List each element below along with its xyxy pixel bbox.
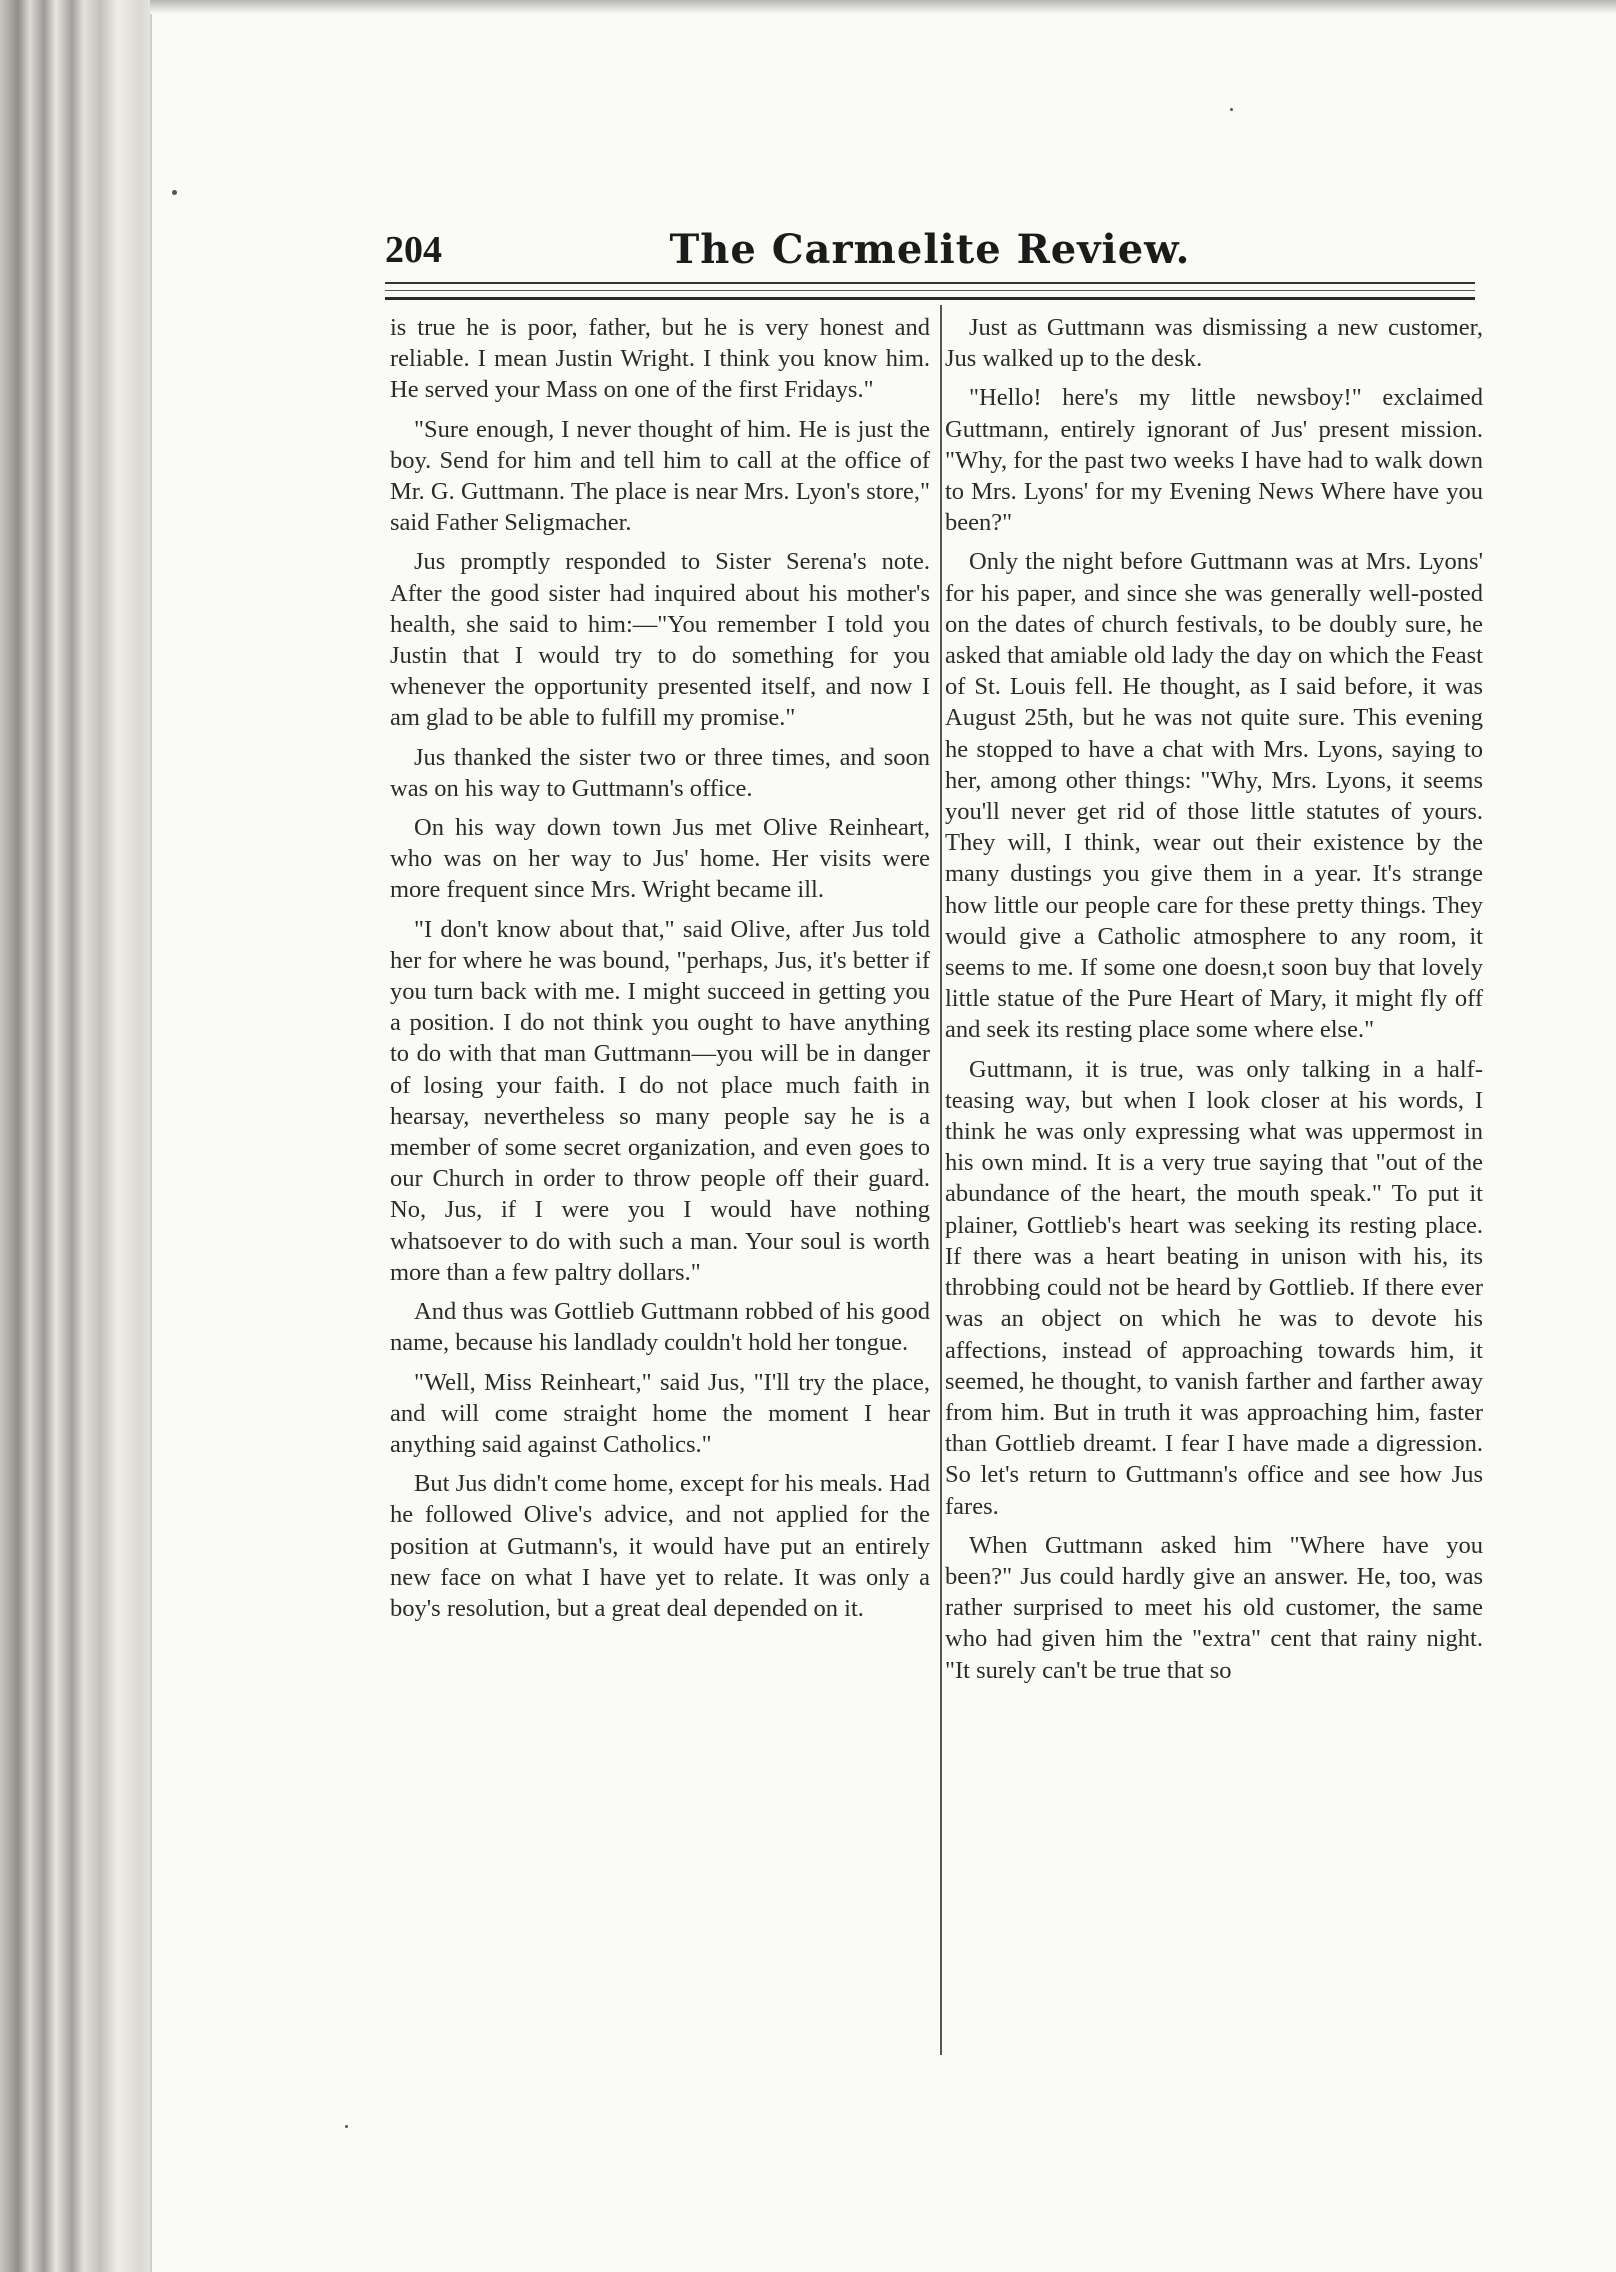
paragraph: Jus promptly responded to Sister Serena's note. After the good sister had inquired about his mother's health, she said to him:—"You remember I told you Justin that I would try to do something for you whenever the opportunity presented itself, and now I am glad to be able to fulfill my promise." <box>390 548 930 732</box>
page-top-shadow <box>150 0 1616 14</box>
paragraph: On his way down town Jus met Olive Reinheart, who was on her way to Jus' home. Her visits were more frequent since Mrs. Wright became ill. <box>390 814 930 904</box>
paragraph: "Sure enough, I never thought of him. He is just the boy. Send for him and tell him to call at the office of Mr. G. Guttmann. The place is near Mrs. Lyon's store," said Father Seligmacher. <box>390 415 930 537</box>
header-rule-bottom <box>385 297 1475 300</box>
journal-title: The Carmelite Review. <box>669 226 1191 273</box>
print-speck <box>1230 108 1233 111</box>
right-column <box>945 312 1483 1694</box>
paragraph: Only the night before Guttmann was at Mrs. Lyons' for his paper, and since she was generally well-posted on the dates of church festivals, to be doubly sure, he asked that amiable old lady the day on which the Feast of St. Louis fell. He thought, as I said before, it was August 25th, but he was not quite sure. This evening he stopped to have a chat with Mrs. Lyons, saying to her, among other things: "Why, Mrs. Lyons, it seems you'll never get rid of those little statutes of yours. They will, I think, wear out their existence by the many dustings you give them in a year. It's strange how little our people care for these pretty things. They would give a Catholic atmosphere to any room, it seems to me. If some one doesn,t soon buy that lovely little statue of the Pure Heart of Mary, it might fly off and seek its resting place some where else." <box>945 548 1483 1044</box>
paragraph: "I don't know about that," said Olive, after Jus told her for where he was bound, "perhaps, Jus, it's better if you turn back with me. I might succeed in getting you a position. I do not think you ought to have anything to do with that man Guttmann—you will be in danger of losing your faith. I do not place much faith in hearsay, nevertheless so many people say he is a member of some secret organization, and even goes to our Church in order to throw people off their guard. No, Jus, if I were you I would have nothing whatsoever to do with such a man. Your soul is worth more than a few paltry dollars." <box>390 915 930 1286</box>
paragraph: But Jus didn't come home, except for his meals. Had he followed Olive's advice, and not applied for the position at Gutmann's, it would have put an entirely new face on what I have yet to relate. It was only a boy's resolution, but a great deal depended on it. <box>390 1470 930 1622</box>
paragraph: And thus was Gottlieb Guttmann robbed of his good name, because his landlady couldn't hold her tongue. <box>390 1298 930 1357</box>
left-column <box>390 312 930 1632</box>
paragraph: Jus thanked the sister two or three times, and soon was on his way to Guttmann's office. <box>390 743 930 802</box>
paragraph: is true he is poor, father, but he is very honest and reliable. I mean Justin Wright. I think you know him. He served your Mass on one of the first Fridays." <box>390 314 930 404</box>
paragraph: "Well, Miss Reinheart," said Jus, "I'll try the place, and will come straight home the moment I hear anything said against Catholics." <box>390 1368 930 1458</box>
paragraph: Just as Guttmann was dismissing a new customer, Jus walked up to the desk. <box>945 314 1483 373</box>
header-rule-middle <box>385 290 1475 291</box>
paragraph: "Hello! here's my little newsboy!" exclaimed Guttmann, entirely ignorant of Jus' present mission. "Why, for the past two weeks I have had to walk down to Mrs. Lyons' for my Evening News Where have you been?" <box>945 384 1483 537</box>
book-binding-edge <box>0 0 165 2272</box>
page-number: 204 <box>385 229 442 271</box>
header-rule-top <box>385 282 1475 284</box>
print-speck <box>172 190 177 195</box>
paragraph: Guttmann, it is true, was only talking in a half-teasing way, but when I look closer at his words, I think he was only expressing what was uppermost in his own mind. It is a very true saying that "out of the abundance of the heart, the mouth speak." To put it plainer, Gottlieb's heart was seeking its resting place. If there was a heart beating in unison with his, its throbbing could not be heard by Gottlieb. If there ever was an object on which he was to devote his affections, instead of approaching towards him, it seemed, he thought, to vanish farther and farther away from him. But in truth it was approaching him, faster than Gottlieb dreamt. I fear I have made a digression. So let's return to Guttmann's office and see how Jus fares. <box>945 1055 1483 1520</box>
page-header <box>385 220 1475 280</box>
paragraph: When Guttmann asked him "Where have you been?" Jus could hardly give an answer. He, too, was rather surprised to meet his old customer, the same who had given him the "extra" cent that rainy night. "It surely can't be true that so <box>945 1531 1483 1684</box>
column-divider <box>940 305 942 2055</box>
print-speck <box>345 2125 348 2128</box>
